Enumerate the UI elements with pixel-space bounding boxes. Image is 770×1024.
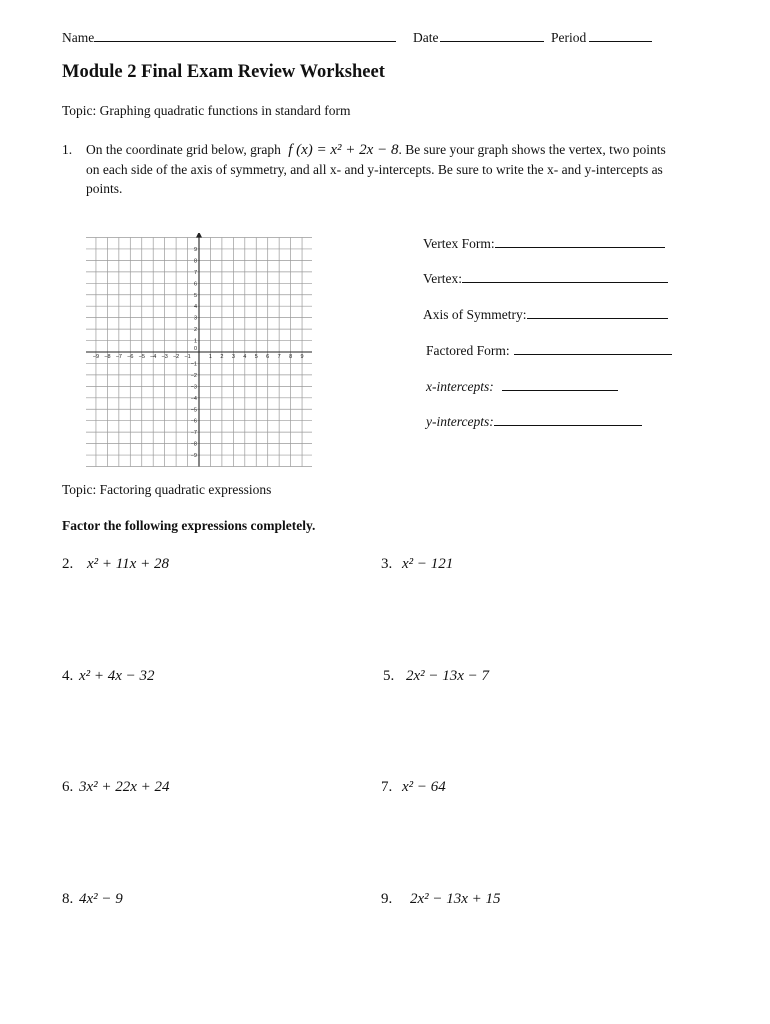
x-tick-label: 1 <box>208 354 212 360</box>
x-tick-label: −6 <box>127 354 134 360</box>
x-intercepts-line[interactable] <box>502 378 618 391</box>
y-tick-label: −6 <box>190 418 197 425</box>
problem-3 <box>381 556 453 573</box>
y-tick-label: −3 <box>190 384 197 391</box>
y-tick-label: 5 <box>193 292 197 299</box>
question-1-number: 1. <box>62 142 73 157</box>
period-field[interactable] <box>551 29 652 46</box>
instruction: Factor the following expressions completely. <box>62 518 316 533</box>
x-tick-label: 7 <box>277 354 281 360</box>
x-tick-label: −4 <box>150 354 157 360</box>
x-tick-label: 8 <box>289 354 293 360</box>
y-intercepts-line[interactable] <box>494 413 642 426</box>
topic-factoring: Topic: Factoring quadratic expressions <box>62 482 272 497</box>
problem-number: 4. <box>62 668 74 684</box>
problem-expression: 2x² − 13x − 7 <box>406 668 490 684</box>
y-tick-label: 1 <box>193 338 197 345</box>
problem-9 <box>381 891 501 908</box>
vertex-form-label: Vertex Form: <box>423 236 495 251</box>
problem-4 <box>62 668 155 685</box>
x-tick-label: 4 <box>243 354 247 360</box>
x-tick-label: 9 <box>300 354 304 360</box>
vertex-form-line[interactable] <box>495 235 665 248</box>
vertex-field[interactable] <box>423 270 668 287</box>
vertex-line[interactable] <box>462 270 668 283</box>
axis-of-symmetry-label: Axis of Symmetry: <box>423 307 527 322</box>
y-tick-label: 4 <box>193 304 197 311</box>
y-tick-label: 7 <box>193 269 197 276</box>
y-tick-label: −2 <box>190 372 197 379</box>
y-tick-label: 6 <box>193 281 197 288</box>
problem-number: 2. <box>62 556 74 572</box>
problem-expression: 3x² + 22x + 24 <box>79 779 170 795</box>
question-1-text-b: . Be sure your graph shows the vertex, two points <box>398 142 666 157</box>
vertex-label: Vertex: <box>423 271 462 286</box>
x-tick-label: 3 <box>231 354 235 360</box>
y-intercepts-label: y-intercepts: <box>426 414 494 429</box>
page-title: Module 2 Final Exam Review Worksheet <box>62 62 385 82</box>
axis-of-symmetry-field[interactable] <box>423 306 668 323</box>
question-1-function: f (x) = x² + 2x − 8 <box>288 142 399 158</box>
axis-of-symmetry-line[interactable] <box>527 306 668 319</box>
name-line[interactable] <box>94 29 396 42</box>
x-tick-label: −1 <box>184 354 191 360</box>
x-tick-label: −8 <box>104 354 111 360</box>
y-intercepts-field[interactable] <box>426 413 642 430</box>
x-tick-label: 6 <box>266 354 270 360</box>
y-tick-label: 8 <box>193 258 197 265</box>
name-label: Name <box>62 30 95 45</box>
problem-expression: 4x² − 9 <box>79 891 123 907</box>
name-field[interactable] <box>62 29 396 46</box>
x-tick-label: −5 <box>138 354 145 360</box>
factored-form-line[interactable] <box>514 342 672 355</box>
problem-number: 3. <box>381 556 393 572</box>
x-tick-label: −2 <box>172 354 180 360</box>
question-1-line-3: points. <box>86 181 123 196</box>
y-tick-label: 9 <box>193 246 197 253</box>
x-intercepts-label: x-intercepts: <box>426 379 494 394</box>
date-field[interactable] <box>413 29 544 46</box>
question-1-line-2: on each side of the axis of symmetry, and all x- and y-intercepts. Be sure to write the x- and y-intercepts as <box>86 162 663 177</box>
problem-number: 5. <box>383 668 395 684</box>
y-axis-arrow <box>196 233 202 238</box>
date-line[interactable] <box>440 29 544 42</box>
date-label: Date <box>413 30 439 45</box>
y-tick-label: −1 <box>190 361 197 368</box>
period-label: Period <box>551 30 587 45</box>
problem-number: 6. <box>62 779 74 795</box>
problem-number: 7. <box>381 779 393 795</box>
origin-label: 0 <box>193 346 197 352</box>
problem-expression: 2x² − 13x + 15 <box>410 891 501 907</box>
x-tick-label: 5 <box>254 354 258 360</box>
factored-form-field[interactable] <box>426 342 672 359</box>
topic-graphing: Topic: Graphing quadratic functions in standard form <box>62 103 351 118</box>
y-tick-label: −7 <box>190 430 197 437</box>
problem-expression: x² + 4x − 32 <box>79 668 155 684</box>
y-tick-label: −8 <box>190 441 197 448</box>
coordinate-grid[interactable] <box>86 233 312 469</box>
x-intercepts-field[interactable] <box>426 378 618 395</box>
problem-expression: x² − 121 <box>402 556 454 572</box>
problem-6 <box>62 779 170 796</box>
vertex-form-field[interactable] <box>423 235 665 252</box>
x-tick-label: −9 <box>92 354 100 360</box>
y-tick-label: −4 <box>190 395 197 402</box>
problem-7 <box>381 779 446 796</box>
period-line[interactable] <box>589 29 652 42</box>
problem-2 <box>62 556 169 573</box>
problem-number: 8. <box>62 891 74 907</box>
problem-number: 9. <box>381 891 393 907</box>
problem-8 <box>62 891 123 908</box>
x-tick-label: −7 <box>115 354 122 360</box>
y-tick-label: −5 <box>190 407 197 414</box>
question-1-text <box>86 140 726 198</box>
y-tick-label: 2 <box>193 327 197 334</box>
problem-5 <box>383 668 489 685</box>
y-tick-label: 3 <box>193 315 197 322</box>
problem-expression: x² − 64 <box>402 779 446 795</box>
x-tick-label: −3 <box>161 354 168 360</box>
x-tick-label: 2 <box>220 354 224 360</box>
question-1-text-a: On the coordinate grid below, graph <box>86 142 281 157</box>
y-tick-label: −9 <box>190 453 197 460</box>
problem-expression: x² + 11x + 28 <box>87 556 169 572</box>
factored-form-label: Factored Form: <box>426 343 510 358</box>
